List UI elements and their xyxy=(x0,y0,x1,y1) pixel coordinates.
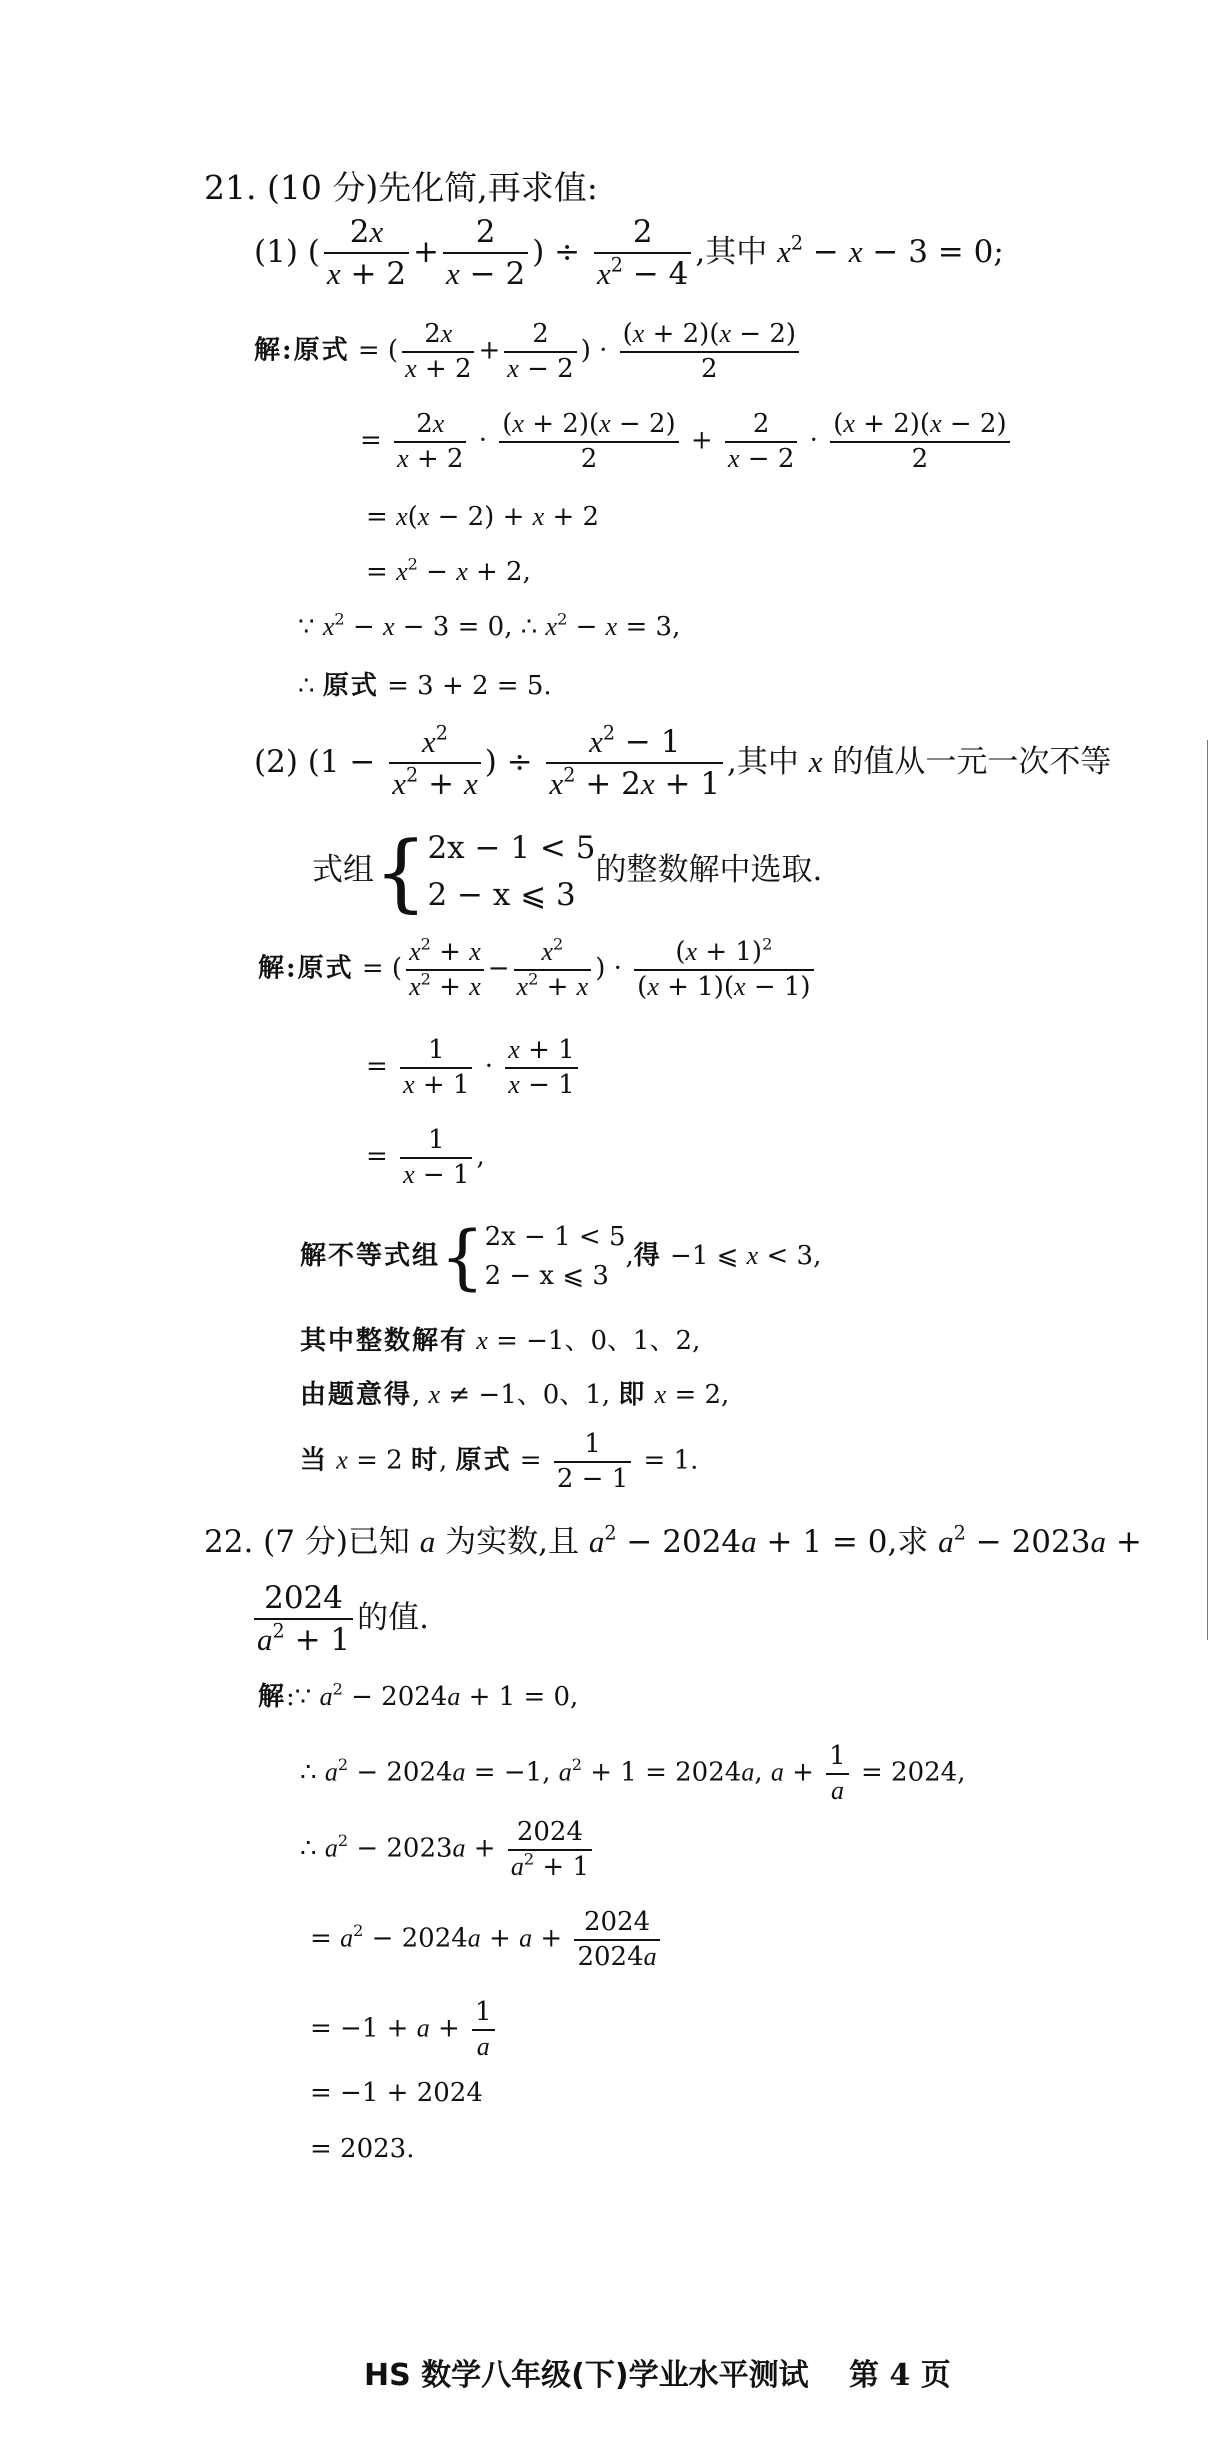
q22-step2: ∴ $a^2 - 2024a = -1$, $a^2 + 1 = 2024a$, a + $\frac{1}{a}$ = 2024, xyxy=(300,1740,965,1807)
q21-part2-step3: = $\frac{1}{x - 1}$ , xyxy=(366,1125,485,1190)
q21-part1-step1: 解:原式 = ( $\frac{2x}{x + 2}$ + $\frac{2}{x - 2}$ ) · $\frac{(x + 2)(x - 2)}{2}$ xyxy=(254,318,803,385)
footer-page-number: 第 4 页 xyxy=(849,2358,951,2393)
q21-part1-problem: (1) ( $\frac{2x}{x + 2}$ + $\frac{2}{x - 2}$ ) ÷ $\frac{2}{x^2 - 4}$ ,其中 $x^2 - x - 3 = 0$; xyxy=(254,212,1004,295)
q21-part2-problem: (2) (1 − $\frac{x^2}{x^2 + x}$ ) ÷ $\frac{x^2 - 1}{x^2 + 2x + 1}$ ,其中 x 的值从一元一次不等 xyxy=(254,722,1111,805)
q22-step3: ∴ $a^2 - 2023a$ + $\frac{2024}{a^2 + 1}$ xyxy=(300,1816,596,1883)
q21-part1-step2: = $\frac{2x}{x + 2}$ · $\frac{(x + 2)(x - 2)}{2}$ + $\frac{2}{x - 2}$ · $\frac{(x + 2)(x - 2)}{2}$ xyxy=(360,408,1014,475)
q22-step5: = −1 + a + $\frac{1}{a}$ xyxy=(310,1996,499,2063)
q21-part2-step2: = $\frac{1}{x + 1}$ · $\frac{x + 1}{x - 1}$ xyxy=(366,1034,582,1101)
q21-part2-problem-line2: 式组{ 2x − 1 < 5 2 − x ⩽ 3 的整数解中选取. xyxy=(312,822,823,921)
q21-part1-step5: ∵ $x^2 - x - 3 = 0$, ∴ $x^2 - x = 3$, xyxy=(298,609,681,642)
footer-title: HS 数学八年级(下)学业水平测试 xyxy=(364,2358,809,2393)
q22-step4: = $a^2 - 2024a + a$ + $\frac{2024}{2024a}$ xyxy=(310,1906,664,1973)
page-edge-line xyxy=(1207,740,1208,1640)
q21-part1-step6: ∴ 原式 = 3 + 2 = 5. xyxy=(298,671,552,701)
q22-title: 22. (7 分)已知 a 为实数,且 $a^2 - 2024a + 1 = 0$,求 $a^2 - 2023a$ + xyxy=(204,1521,1142,1560)
q21-part2-step6: 由题意得, x ≠ −1、0、1, 即 x = 2, xyxy=(300,1380,730,1410)
q21-title: 21. (10 分)先化简,再求值: xyxy=(204,168,598,207)
q21-part2-step4: 解不等式组{ 2x − 1 < 5 2 − x ⩽ 3 ,得 −1 ⩽ x < 3, xyxy=(300,1216,822,1298)
q22-step6: = −1 + 2024 xyxy=(310,2078,483,2108)
q22-title-line2: $\frac{2024}{a^2 + 1}$ 的值. xyxy=(250,1578,429,1661)
q21-part2-step5: 其中整数解有 x = −1、0、1、2, xyxy=(300,1326,701,1356)
q22-step7: = 2023. xyxy=(310,2134,415,2164)
q21-part1-step3: = x(x − 2) + x + 2 xyxy=(366,502,600,532)
q21-part2-step7: 当 x = 2 时, 原式 = $\frac{1}{2 - 1}$ = 1. xyxy=(300,1429,699,1494)
q21-part2-step1: 解:原式 = ( $\frac{x^2 + x}{x^2 + x}$ − $\frac{x^2}{x^2 + x}$ ) · $\frac{(x + 1)^2}{(x + 1)(x - 1)}$ xyxy=(258,936,818,1003)
q22-step1: 解:∵ $a^2 - 2024a + 1 = 0$, xyxy=(258,1679,579,1712)
q21-part1-step4: = $x^2 - x + 2$, xyxy=(366,554,531,587)
page-footer xyxy=(364,2350,951,2394)
